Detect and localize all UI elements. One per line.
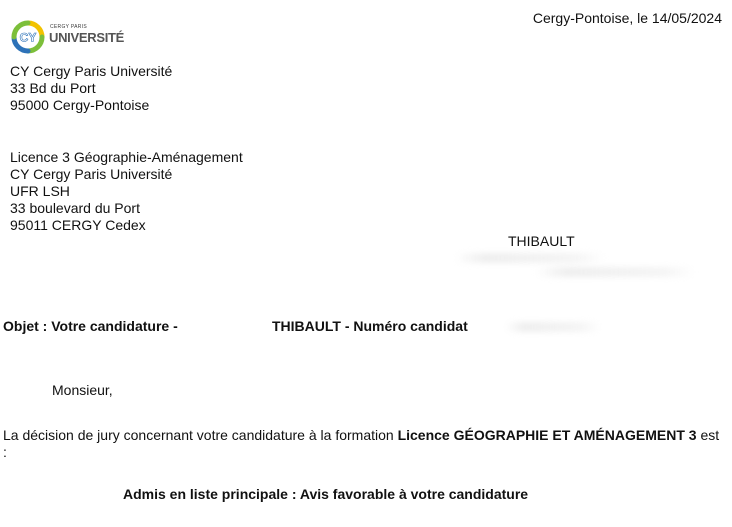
recipient-line: 33 boulevard du Port	[10, 200, 140, 216]
redacted-address-line	[535, 267, 695, 277]
recipient-line: Licence 3 Géographie-Aménagement	[10, 149, 243, 165]
body-suffix: est :	[3, 427, 720, 460]
letter-subject: Objet : Votre candidature -	[3, 318, 178, 334]
admission-decision: Admis en liste principale : Avis favorable à votre candidature	[123, 486, 529, 502]
redacted-candidate-number	[505, 322, 600, 332]
sender-line: CY Cergy Paris Université	[10, 63, 173, 79]
redacted-address-line	[455, 253, 605, 263]
decision-paragraph	[3, 427, 725, 461]
redacted-firstname	[218, 316, 268, 336]
recipient-line: UFR LSH	[10, 183, 70, 199]
recipient-line: CY Cergy Paris Université	[10, 166, 173, 182]
formation-name: Licence GÉOGRAPHIE ET AMÉNAGEMENT 3	[397, 427, 697, 443]
body-intro: La décision de jury concernant votre candidature à la formation	[3, 427, 398, 443]
letter-subject-name: THIBAULT - Numéro candidat	[272, 318, 468, 334]
recipient-line: 95011 CERGY Cedex	[10, 217, 146, 233]
sender-line: 33 Bd du Port	[10, 80, 96, 96]
university-logo	[11, 18, 131, 56]
logo-small-text: CERGY PARIS	[50, 24, 88, 30]
recipient-address	[10, 149, 243, 234]
sender-line: 95000 Cergy-Pontoise	[10, 97, 150, 113]
letter-date: Cergy-Pontoise, le 14/05/2024	[532, 10, 722, 26]
logo-brand-name: UNIVERSITÉ	[49, 30, 125, 45]
addressee-block	[455, 233, 705, 283]
cy-logo-icon	[11, 20, 45, 54]
sender-address	[10, 63, 172, 114]
salutation: Monsieur,	[52, 382, 113, 398]
logo-letters: CY	[19, 30, 37, 45]
addressee-name: THIBAULT	[508, 233, 575, 249]
